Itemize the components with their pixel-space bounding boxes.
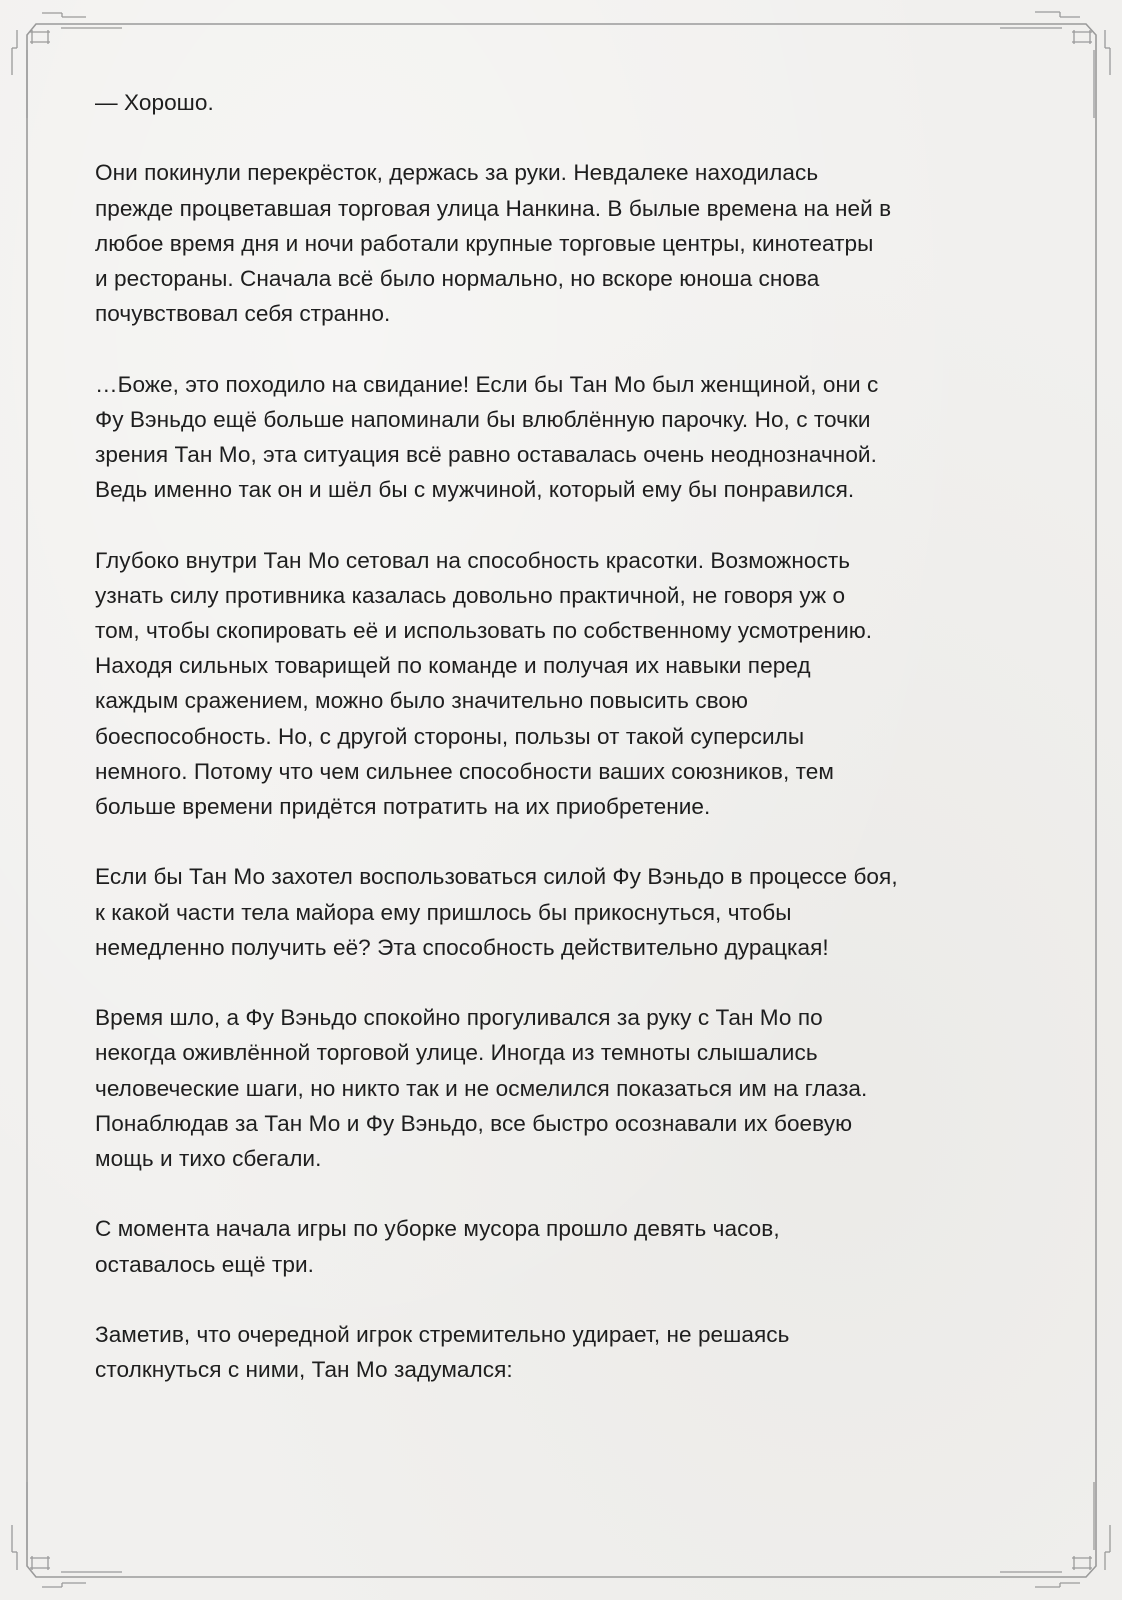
frame-corner-ornament-icon-bottom-right (1000, 1482, 1110, 1587)
text-line: каждым сражением, можно было значительно повысить свою (95, 688, 748, 714)
text-line: мощь и тихо сбегали. (95, 1146, 322, 1172)
text-line: том, чтобы скопировать её и использовать по собственному усмотрению. (95, 618, 873, 643)
text-line: оставалось ещё три. (95, 1251, 314, 1277)
text-line: зрения Тан Мо, эта ситуация всё равно оставалась очень неоднозначной. (95, 442, 877, 467)
text-line: Находя сильных товарищей по команде и получая их навыки перед (95, 653, 811, 679)
text-line: прежде процветавшая торговая улица Нанкина. В былые времена на ней в (95, 195, 892, 221)
text-line: к какой части тела майора ему пришлось бы прикоснуться, чтобы (95, 899, 792, 925)
text-line: …Боже, это походило на свидание! Если бы Тан Мо был женщиной, они с (95, 371, 879, 397)
text-line: и рестораны. Сначала всё было нормально, но вскоре юноша снова (95, 266, 820, 291)
text-line: С момента начала игры по уборке мусора прошло девять часов, (95, 1216, 780, 1242)
text-line: Они покинули перекрёсток, держась за руки. Невдалеке находилась (95, 160, 819, 186)
text-line: почувствовал себя странно. (95, 301, 391, 327)
paragraph (95, 543, 1035, 825)
text-line: Заметив, что очередной игрок стремительно удирает, не решаясь (95, 1322, 790, 1347)
text-line: Фу Вэньдо ещё больше напоминали бы влюблённую парочку. Но, с точки (95, 406, 871, 432)
paragraph (95, 1317, 1035, 1387)
text-line: Понаблюдав за Тан Мо и Фу Вэньдо, все быстро осознавали их боевую (95, 1110, 853, 1136)
text-line: боеспособность. Но, с другой стороны, пользы от такой суперсилы (95, 723, 805, 749)
text-line: — Хорошо. (95, 90, 214, 115)
paragraph (95, 1211, 1035, 1281)
paragraph (95, 367, 1035, 508)
text-line: Если бы Тан Мо захотел воспользоваться силой Фу Вэньдо в процессе боя, (95, 864, 898, 890)
paragraph (95, 155, 1035, 331)
paragraph (95, 859, 1035, 965)
text-line: немедленно получить её? Эта способность действительно дурацкая! (95, 934, 829, 960)
text-line: столкнуться с ними, Тан Мо задумался: (95, 1357, 513, 1383)
paragraph (95, 1000, 1035, 1176)
frame-corner-ornament-icon-bottom-left (12, 1482, 122, 1587)
document-body (95, 85, 1035, 1423)
paragraph (95, 85, 1035, 120)
text-line: Время шло, а Фу Вэньдо спокойно прогуливался за руку с Тан Мо по (95, 1005, 823, 1031)
text-line: любое время дня и ночи работали крупные торговые центры, кинотеатры (95, 230, 874, 256)
text-line: Ведь именно так он и шёл бы с мужчиной, который ему бы понравился. (95, 477, 855, 503)
text-line: Глубоко внутри Тан Мо сетовал на способность красотки. Возможность (95, 547, 851, 573)
text-line: немного. Потому что чем сильнее способности ваших союзников, тем (95, 758, 834, 784)
text-line: человеческие шаги, но никто так и не осмелился показаться им на глаза. (95, 1075, 868, 1101)
text-line: узнать силу противника казалась довольно практичной, не говоря уж о (95, 582, 846, 608)
text-line: некогда оживлённой торговой улице. Иногда из темноты слышались (95, 1040, 818, 1066)
text-line: больше времени придётся потратить на их приобретение. (95, 794, 711, 820)
